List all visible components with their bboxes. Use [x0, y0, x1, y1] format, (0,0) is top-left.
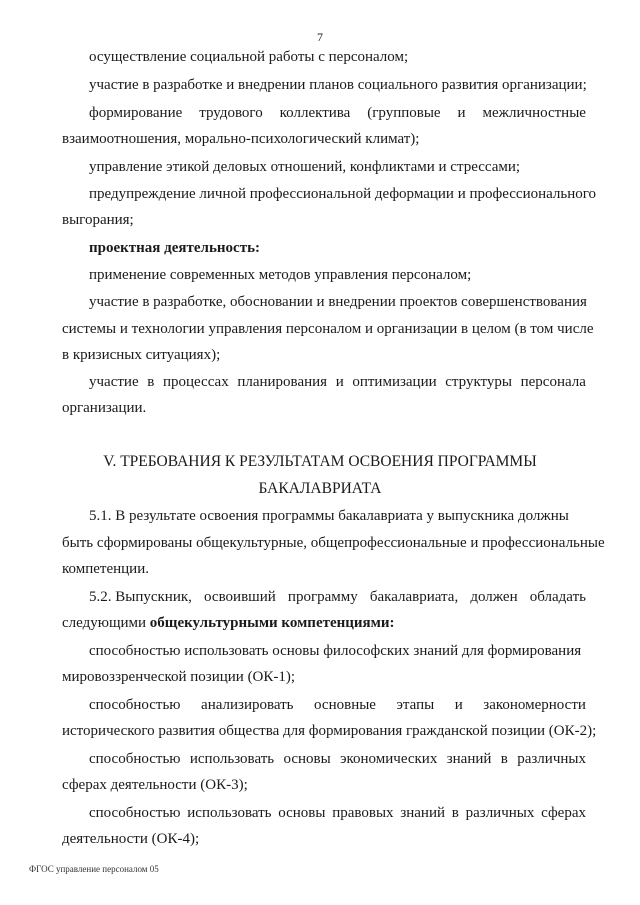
word: участие [89, 374, 139, 390]
word: использовать [189, 751, 275, 767]
footer-note: ФГОС управление персоналом 05 [29, 864, 159, 874]
word: (групповые [367, 105, 441, 121]
text-line: системы и технологии управления персоналом и организации в целом (в том числе [62, 321, 594, 337]
word: и [454, 697, 463, 713]
word: правовых [332, 805, 394, 821]
word: коллектива [279, 105, 351, 121]
word: экономических [340, 751, 438, 767]
word: способностью [89, 751, 181, 767]
text-line: выгорания; [62, 212, 134, 228]
word: основы [278, 805, 326, 821]
word: использовать [187, 805, 272, 821]
word: программу [287, 589, 358, 605]
word: персонала [520, 374, 586, 390]
justified-line [89, 803, 586, 823]
word: и [457, 105, 466, 121]
word: этапы [396, 697, 435, 713]
text-line: сферах деятельности (ОК-3); [62, 777, 248, 793]
text-line: деятельности (ОК-4); [62, 831, 200, 847]
text-line [0, 613, 640, 633]
justified-line [89, 749, 586, 769]
text-line: применение современных методов управления персоналом; [89, 267, 472, 283]
word: оптимизации [352, 374, 437, 390]
word: анализировать [201, 697, 294, 713]
text-line: участие в разработке, обосновании и внедрении проектов совершенствования [89, 294, 587, 310]
text-line: управление этикой деловых отношений, конфликтами и стрессами; [89, 159, 521, 175]
word: формирование [89, 105, 183, 121]
word: 5.2. Выпускник, [89, 589, 192, 605]
word: знаний [400, 805, 446, 821]
section-heading: V. ТРЕБОВАНИЯ К РЕЗУЛЬТАТАМ ОСВОЕНИЯ ПРОГРАММЫ [103, 453, 537, 470]
word: трудового [199, 105, 263, 121]
word: обладать [529, 589, 586, 605]
text-plain: следующими [62, 615, 150, 631]
word: основы [283, 751, 331, 767]
word: в [451, 805, 459, 821]
word: сферах [541, 805, 586, 821]
text-line: способностью использовать основы философских знаний для формирования [89, 643, 582, 659]
text-line: быть сформированы общекультурные, общепрофессиональные и профессиональные [62, 535, 605, 551]
word: способностью [89, 805, 181, 821]
page-number: 7 [317, 30, 323, 44]
word: освоивший [204, 589, 276, 605]
word: знаний [446, 751, 492, 767]
text-line: мировоззренческой позиции (ОК-1); [62, 669, 296, 685]
justified-line [89, 587, 586, 607]
text-line: осуществление социальной работы с персоналом; [89, 49, 409, 65]
section-label: проектная деятельность: [89, 240, 260, 256]
word: закономерности [483, 697, 586, 713]
word: бакалавриата, [369, 589, 459, 605]
text-line: в кризисных ситуациях); [62, 347, 221, 363]
justified-line [89, 695, 586, 715]
word: различных [465, 805, 535, 821]
word: должен [470, 589, 518, 605]
word: структуры [445, 374, 512, 390]
text-line: 5.1. В результате освоения программы бакалавриата у выпускника должны [89, 508, 569, 524]
word: межличностные [482, 105, 586, 121]
word: планирования [237, 374, 328, 390]
justified-line [89, 372, 586, 392]
text-line: взаимоотношения, морально-психологический климат); [62, 131, 420, 147]
word: различных [517, 751, 586, 767]
text-bold: общекультурными компетенциями: [149, 615, 395, 631]
section-heading-cont: БАКАЛАВРИАТА [258, 480, 382, 497]
text-line: предупреждение личной профессиональной деформации и профессионального [89, 186, 597, 202]
text-line: участие в разработке и внедрении планов социального развития организации; [89, 77, 587, 93]
word: в [500, 751, 508, 767]
word: процессах [162, 374, 229, 390]
word: способностью [89, 697, 181, 713]
text-line: организации. [62, 400, 147, 416]
text-line: исторического развития общества для формирования гражданской позиции (ОК-2); [62, 723, 597, 739]
text-line: компетенции. [62, 561, 149, 577]
word: основные [314, 697, 376, 713]
word: и [335, 374, 344, 390]
word: в [147, 374, 155, 390]
justified-line [89, 103, 586, 123]
